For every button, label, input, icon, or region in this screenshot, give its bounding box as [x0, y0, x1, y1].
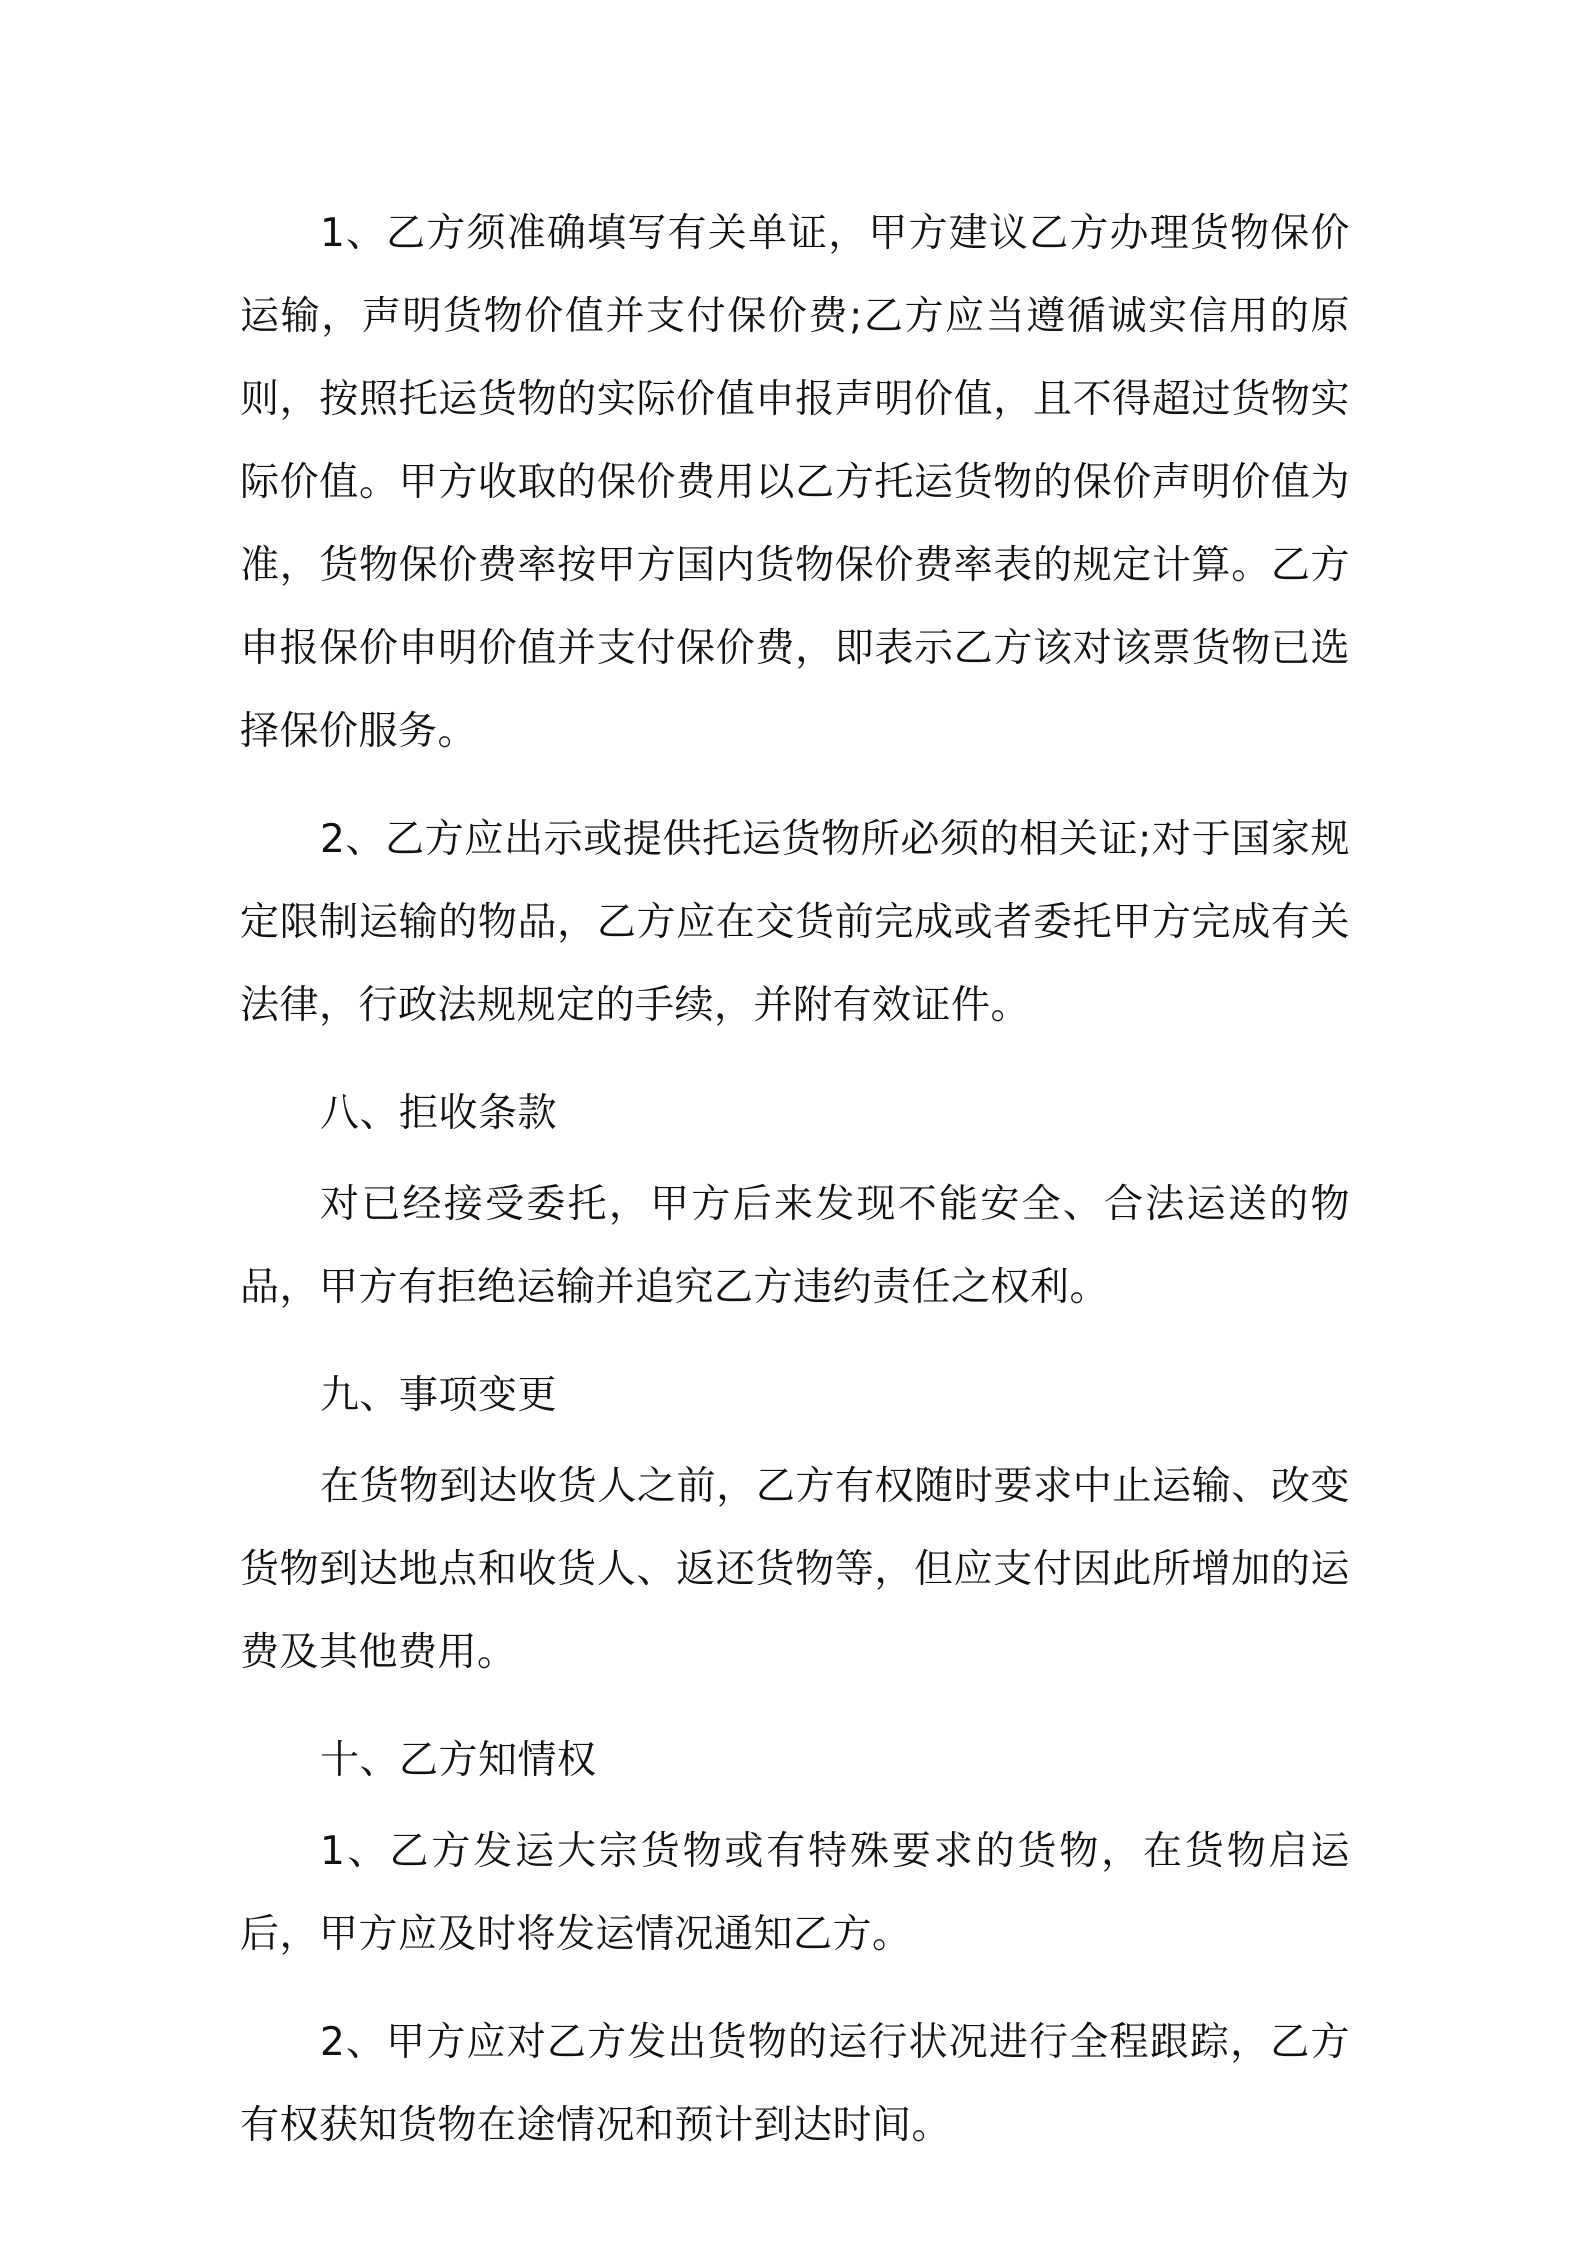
section-9-body: 在货物到达收货人之前，乙方有权随时要求中止运输、改变货物到达地点和收货人、返还货物等，但应支付因此所增加的运费及其他费用。: [240, 1464, 1350, 1675]
clause-7-item-2: 2、乙方应出示或提供托运货物所必须的相关证;对于国家规定限制运输的物品，乙方应在交货前完成或者委托甲方完成有关法律，行政法规规定的手续，并附有效证件。: [240, 817, 1350, 1028]
section-10-heading: 十、乙方知情权: [320, 1738, 597, 1783]
clause-7-item-1: 1、乙方须准确填写有关单证，甲方建议乙方办理货物保价运输，声明货物价值并支付保价费;乙方应当遵循诚实信用的原则，按照托运货物的实际价值申报声明价值，且不得超过货物实际价值。甲方收取的保价费用以乙方托运货物的保价声明价值为准，货物保价费率按甲方国内货物保价费率表的规定计算。乙方申报保价申明价值并支付保价费，即表示乙方该对该票货物已选择保价服务。: [240, 211, 1350, 754]
document-body: [240, 192, 1350, 2192]
section-10-item-1: 1、乙方发运大宗货物或有特殊要求的货物，在货物启运后，甲方应及时将发运情况通知乙方。: [240, 1829, 1350, 1957]
section-9-heading: 九、事项变更: [320, 1373, 558, 1418]
section-10-item-2: 2、甲方应对乙方发出货物的运行状况进行全程跟踪，乙方有权获知货物在途情况和预计到达时间。: [240, 2020, 1350, 2148]
section-8-body: 对已经接受委托，甲方后来发现不能安全、合法运送的物品，甲方有拒绝运输并追究乙方违约责任之权利。: [240, 1182, 1350, 1310]
section-8-heading: 八、拒收条款: [320, 1091, 558, 1136]
